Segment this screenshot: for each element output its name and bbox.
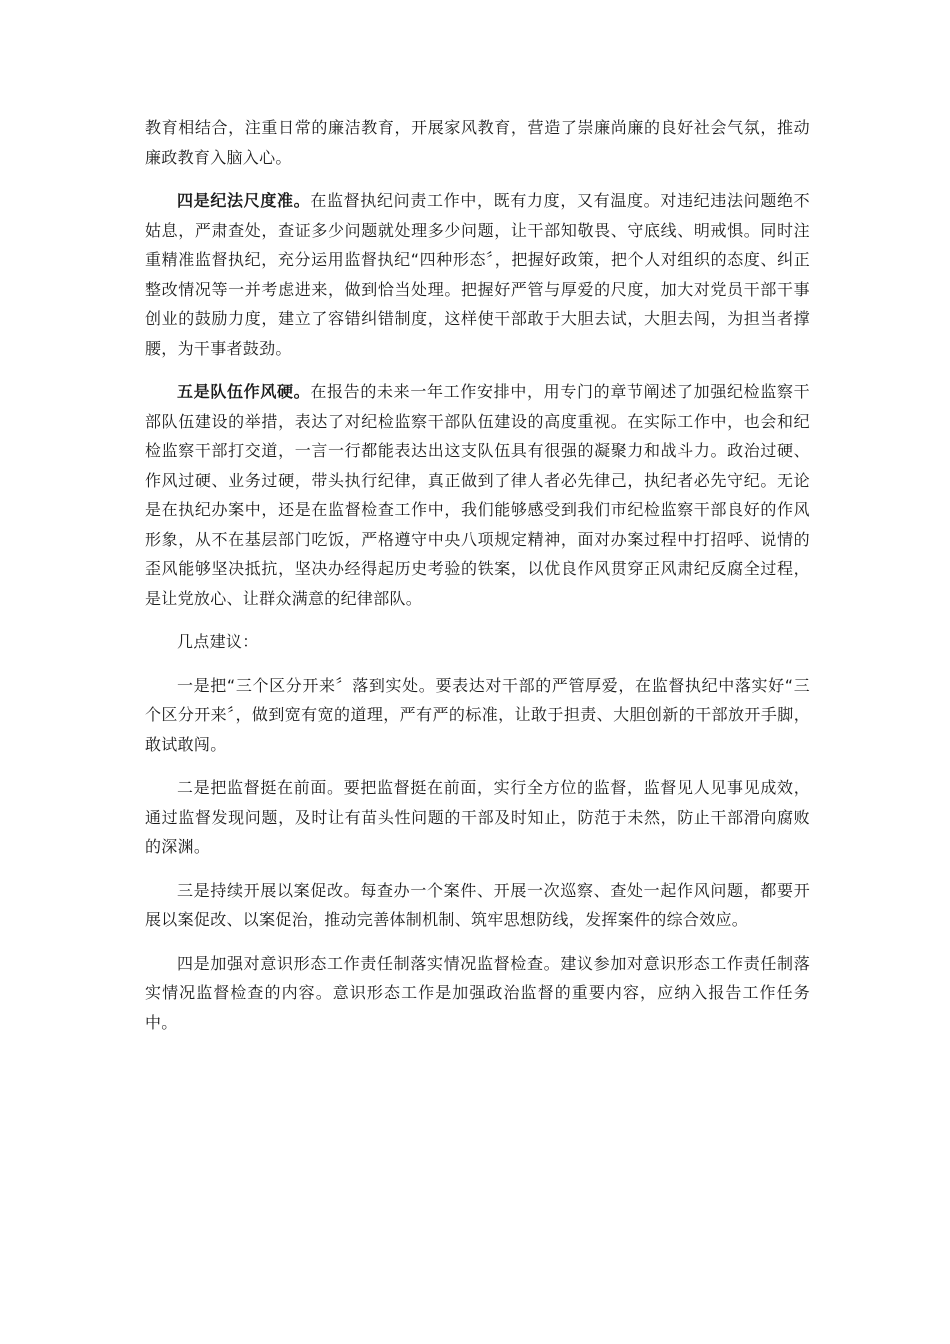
paragraph-text: 在监督执纪问责工作中，既有力度，又有温度。对违纪违法问题绝不姑息，严肃查处，查证多少问题就处理多少问题，让干部知敬畏、守底线、明戒惧。同时注重精准监督执纪，充分运用监督执纪“四种形态〞，把握好政策，把个人对组织的态度、纠正整改情况等一并考虑进来，做到恰当处理。把握好严管与厚爱的尺度，加大对党员干部干事创业的鼓励力度，建立了容错纠错制度，这样使干部敢于大胆去试，大胆去闯，为担当者撑腰，为干事者鼓劲。 — [145, 191, 810, 358]
paragraph-text: 教育相结合，注重日常的廉洁教育，开展家风教育，营造了崇廉尚廉的良好社会气氛，推动廉政教育入脑入心。 — [145, 118, 810, 167]
paragraph-continuation — [145, 113, 810, 172]
suggestion-three — [145, 876, 810, 935]
paragraph-text: 在报告的未来一年工作安排中，用专门的章节阐述了加强纪检监察干部队伍建设的举措，表达了对纪检监察干部队伍建设的高度重视。在实际工作中，也会和纪检监察干部打交道，一言一行都能表达出这支队伍具有很强的凝聚力和战斗力。政治过硬、作风过硬、业务过硬，带头执行纪律，真正做到了律人者必先律己，执纪者必先守纪。无论是在执纪办案中，还是在监督检查工作中，我们能够感受到我们市纪检监察干部良好的作风形象，从不在基层部门吃饭，严格遵守中央八项规定精神，面对办案过程中打招呼、说情的歪风能够坚决抵抗，坚决办经得起历史考验的铁案，以优良作风贯穿正风肃纪反腐全过程，是让党放心、让群众满意的纪律部队。 — [145, 382, 810, 608]
suggestion-one — [145, 671, 810, 760]
paragraph-point-five — [145, 377, 810, 613]
paragraph-point-four — [145, 186, 810, 363]
paragraph-text: 三是持续开展以案促改。每查办一个案件、开展一次巡察、查处一起作风问题，都要开展以案促改、以案促治，推动完善体制机制、筑牢思想防线，发挥案件的综合效应。 — [145, 880, 810, 929]
document-body — [145, 113, 810, 1051]
paragraph-text: 四是加强对意识形态工作责任制落实情况监督检查。建议参加对意识形态工作责任制落实情况监督检查的内容。意识形态工作是加强政治监督的重要内容，应纳入报告工作任务中。 — [145, 953, 810, 1032]
suggestion-four — [145, 949, 810, 1038]
paragraph-text: 一是把“三个区分开来〞落到实处。要表达对干部的严管厚爱，在监督执纪中落实好“三个区分开来〞，做到宽有宽的道理，严有严的标准，让敢于担责、大胆创新的干部放开手脚，敢试敢闯。 — [145, 675, 810, 754]
paragraph-lead: 四是纪法尺度准。 — [177, 191, 311, 210]
paragraph-lead: 五是队伍作风硬。 — [177, 382, 311, 401]
paragraph-text: 几点建议： — [177, 632, 259, 651]
suggestion-two — [145, 773, 810, 862]
suggestions-heading — [145, 627, 810, 657]
paragraph-text: 二是把监督挺在前面。要把监督挺在前面，实行全方位的监督，监督见人见事见成效，通过监督发现问题，及时让有苗头性问题的干部及时知止，防范于未然，防止干部滑向腐败的深渊。 — [145, 778, 810, 856]
